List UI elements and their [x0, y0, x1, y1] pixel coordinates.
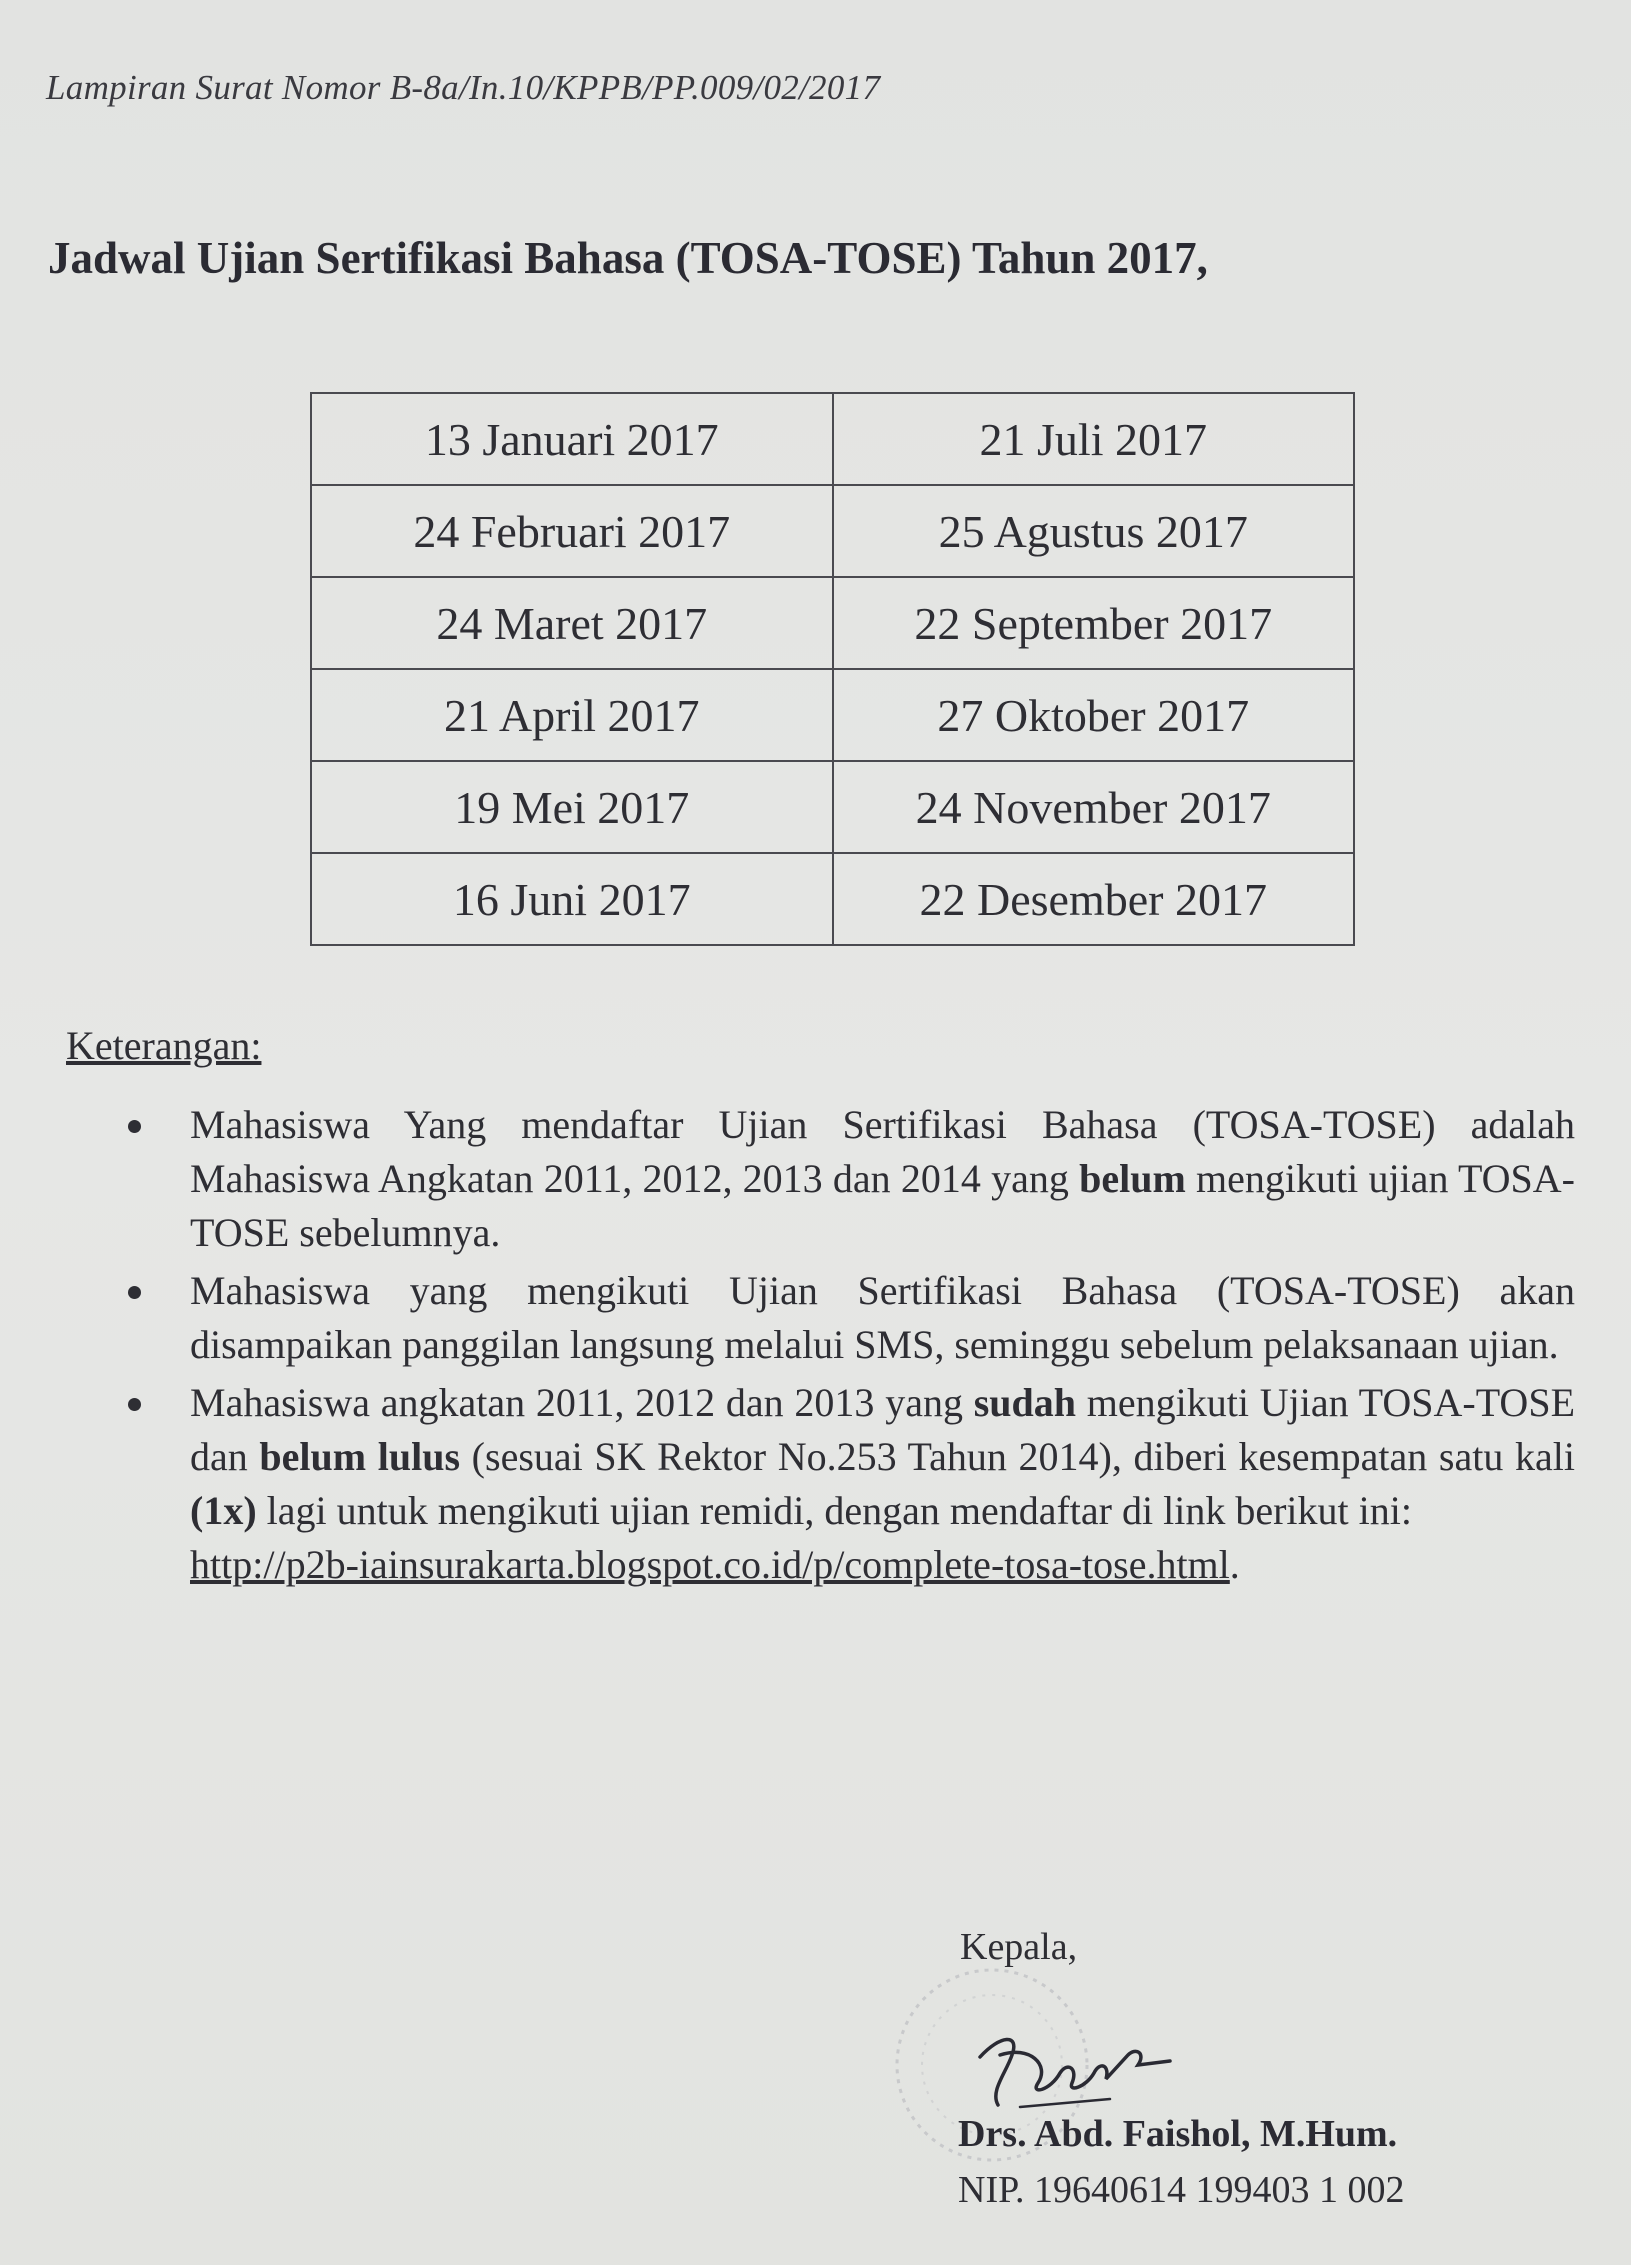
schedule-date-cell: 24 Februari 2017: [311, 485, 833, 577]
list-item: [120, 1376, 1575, 1592]
note-text: lagi untuk mengikuti ujian remidi, dengan mendaftar di link berikut ini:: [256, 1488, 1412, 1533]
closing-title: Kepala,: [960, 1926, 1078, 1968]
notes-heading: Keterangan:: [66, 1023, 262, 1068]
schedule-date-cell: 19 Mei 2017: [311, 761, 833, 853]
note-text: Mahasiswa angkatan 2011, 2012 dan 2013 yang: [190, 1380, 974, 1425]
bullet-icon: [128, 1286, 141, 1299]
table-row: [311, 853, 1354, 945]
signatory-name: Drs. Abd. Faishol, M.Hum.: [958, 2113, 1398, 2155]
note-emphasis: belum lulus: [259, 1434, 461, 1479]
bullet-icon: [128, 1120, 141, 1133]
note-emphasis: sudah: [973, 1380, 1077, 1425]
schedule-date-cell: 21 April 2017: [311, 669, 833, 761]
document-title: Jadwal Ujian Sertifikasi Bahasa (TOSA-TOSE) Tahun 2017,: [48, 233, 1208, 283]
list-item: [120, 1264, 1575, 1372]
signatory-nip: NIP. 19640614 199403 1 002: [958, 2169, 1405, 2211]
schedule-date-cell: 22 Desember 2017: [833, 853, 1355, 945]
handwritten-signature: [960, 1995, 1180, 2125]
schedule-date-cell: 27 Oktober 2017: [833, 669, 1355, 761]
schedule-date-cell: 16 Juni 2017: [311, 853, 833, 945]
schedule-date-cell: 21 Juli 2017: [833, 393, 1355, 485]
table-row: [311, 393, 1354, 485]
schedule-date-cell: 25 Agustus 2017: [833, 485, 1355, 577]
notes-list: [120, 1098, 1575, 1596]
table-row: [311, 761, 1354, 853]
note-text: mengikuti Ujian TOSA-TOSE dan: [190, 1380, 1576, 1479]
letter-reference: Lampiran Surat Nomor B-8a/In.10/KPPB/PP.009/02/2017: [46, 68, 881, 107]
bullet-icon: [128, 1398, 141, 1411]
table-row: [311, 577, 1354, 669]
schedule-date-cell: 24 November 2017: [833, 761, 1355, 853]
registration-link[interactable]: http://p2b-iainsurakarta.blogspot.co.id/p/complete-tosa-tose.html: [190, 1542, 1230, 1587]
note-emphasis: belum: [1079, 1156, 1186, 1201]
note-text: Mahasiswa yang mengikuti Ujian Sertifikasi Bahasa (TOSA-TOSE) akan disampaikan panggilan langsung melalui SMS, seminggu sebelum pelaksanaan ujian.: [190, 1268, 1575, 1367]
schedule-table: [310, 392, 1355, 946]
schedule-date-cell: 22 September 2017: [833, 577, 1355, 669]
note-text: Mahasiswa Yang mendaftar Ujian Sertifikasi Bahasa (TOSA-TOSE) adalah Mahasiswa Angkatan 2011, 2012, 2013 dan 2014 yang: [190, 1102, 1575, 1201]
table-row: [311, 485, 1354, 577]
note-text: .: [1229, 1542, 1240, 1587]
note-emphasis: (1x): [190, 1488, 257, 1533]
schedule-date-cell: 24 Maret 2017: [311, 577, 833, 669]
note-text: mengikuti ujian TOSA-TOSE sebelumnya.: [190, 1156, 1575, 1255]
table-row: [311, 669, 1354, 761]
schedule-date-cell: 13 Januari 2017: [311, 393, 833, 485]
list-item: [120, 1098, 1575, 1260]
note-text: (sesuai SK Rektor No.253 Tahun 2014), diberi kesempatan satu kali: [460, 1434, 1575, 1479]
